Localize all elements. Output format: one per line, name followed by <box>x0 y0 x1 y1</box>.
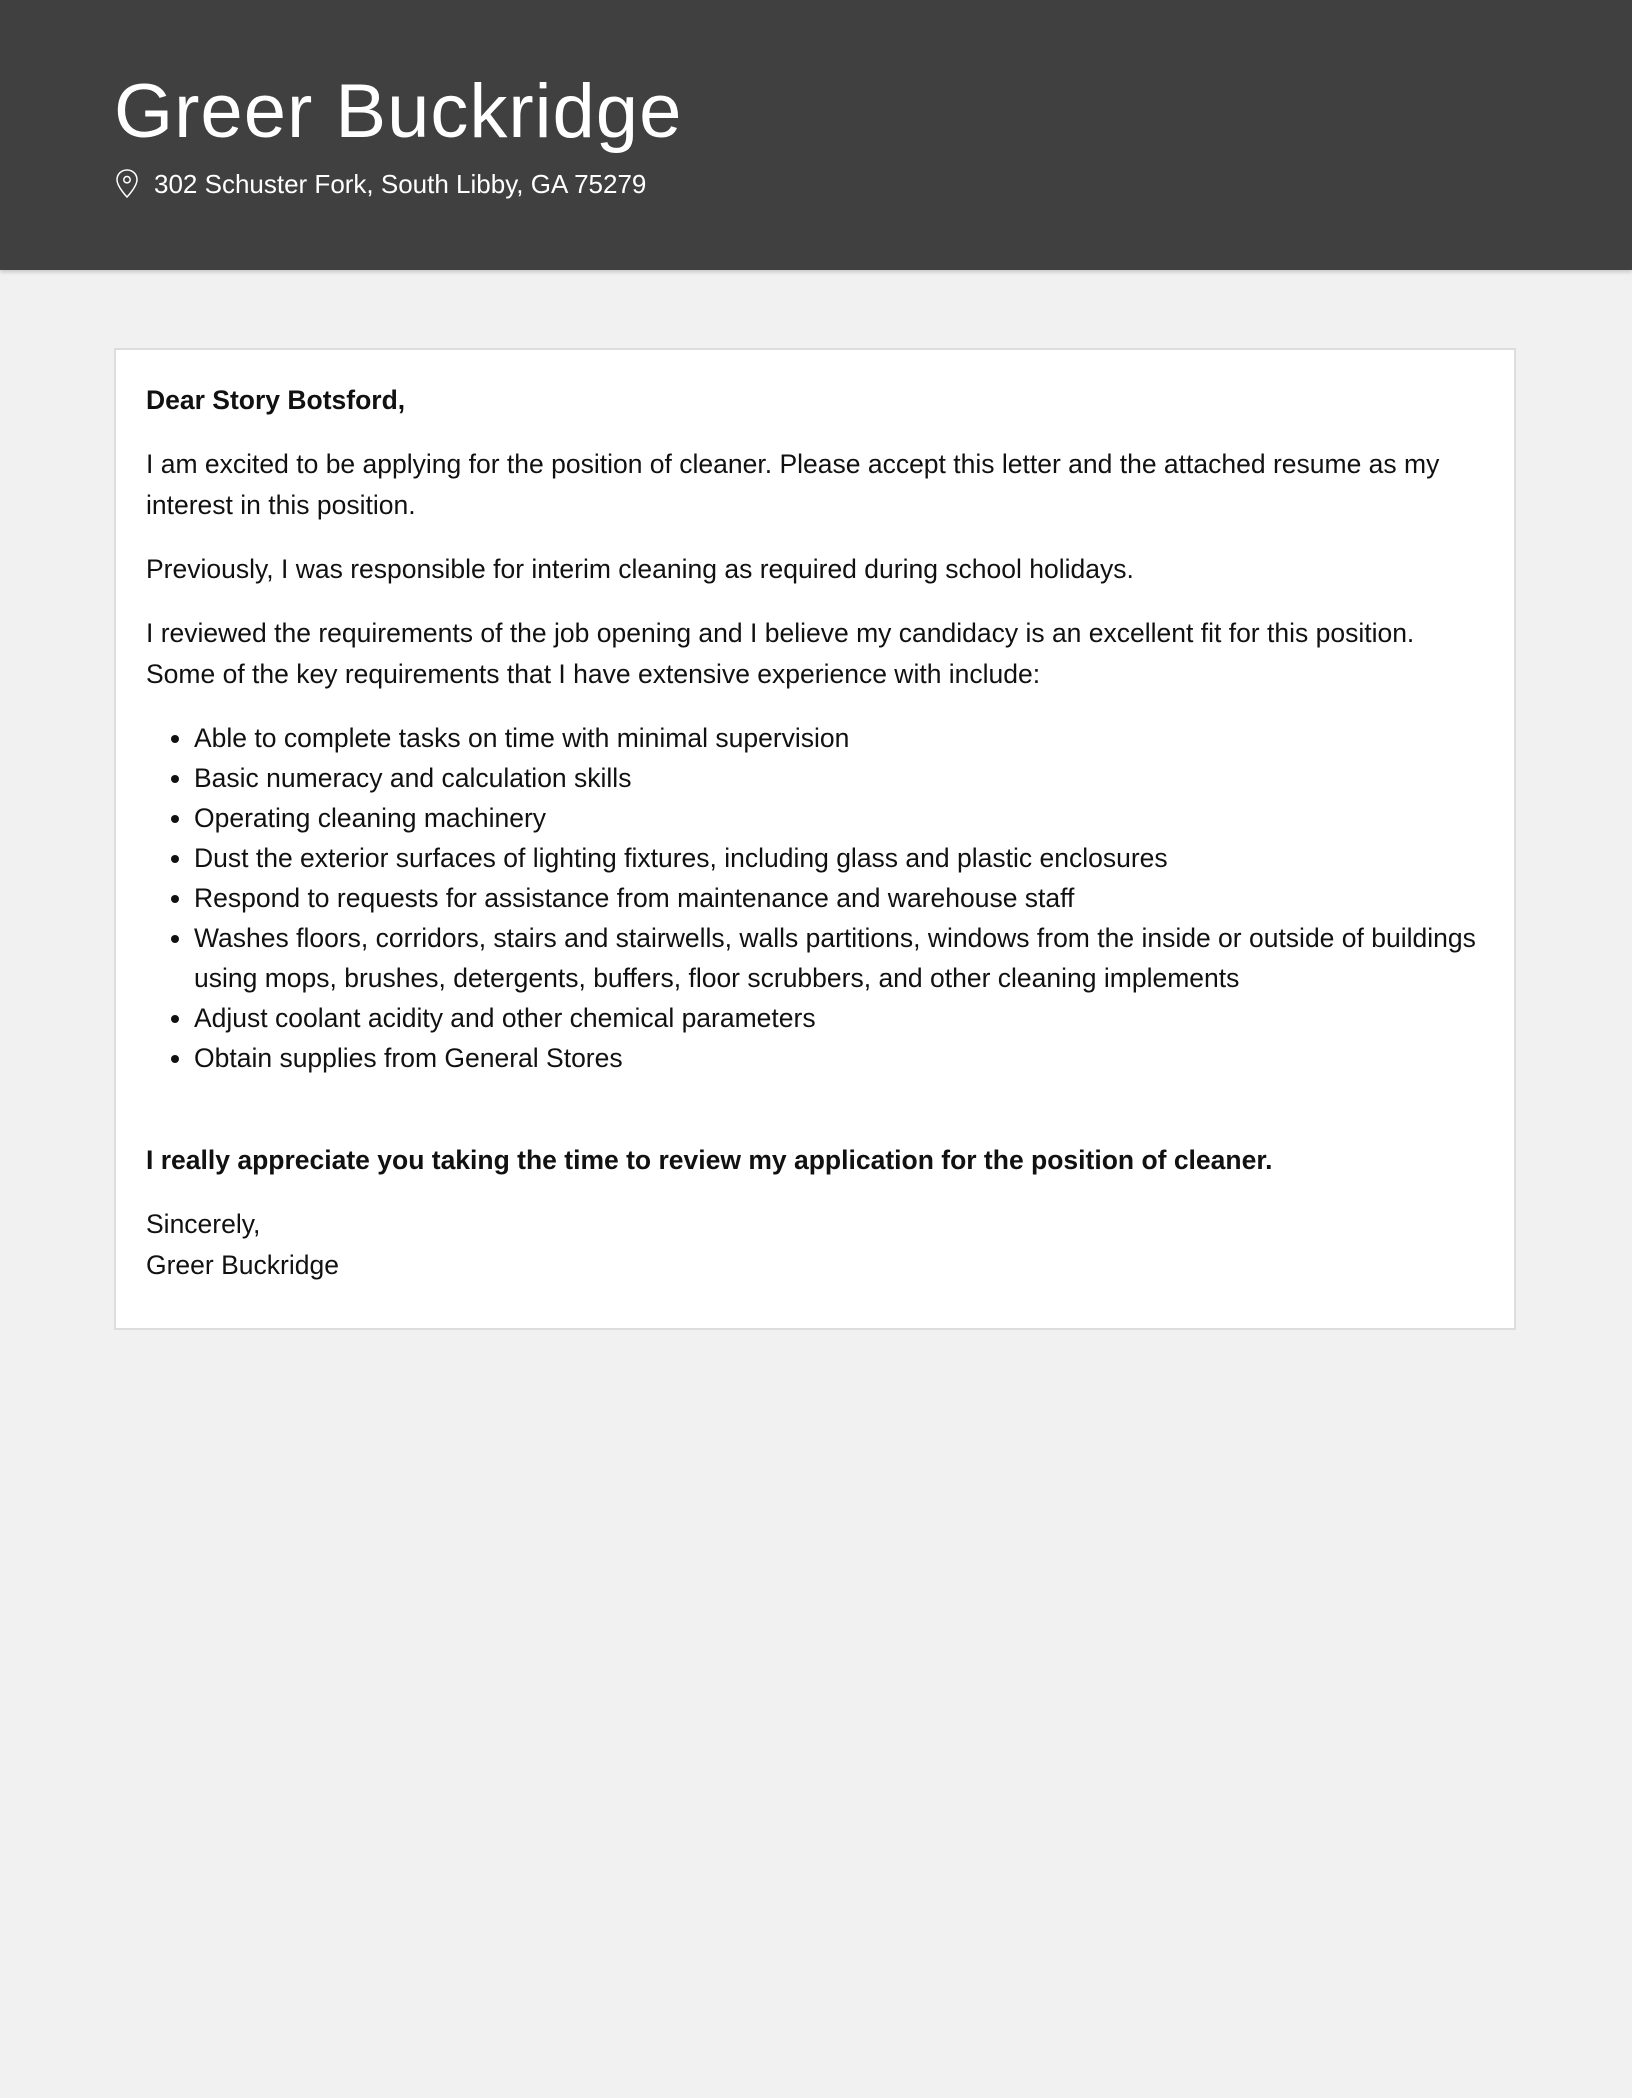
list-item: • Able to complete tasks on time with minimal supervision <box>194 718 1486 758</box>
cover-letter-card <box>114 348 1516 1330</box>
list-item: • Adjust coolant acidity and other chemical parameters <box>194 998 1486 1038</box>
page-header <box>0 0 1632 270</box>
applicant-name: Greer Buckridge <box>114 69 683 154</box>
list-item: • Washes floors, corridors, stairs and stairwells, walls partitions, windows from the inside or outside of buildings using mops, brushes, detergents, buffers, floor scrubbers, and other cleaning implements <box>194 918 1486 998</box>
list-item: • Respond to requests for assistance from maintenance and warehouse staff <box>194 878 1486 918</box>
list-item: • Basic numeracy and calculation skills <box>194 758 1486 798</box>
letter-greeting: Dear Story Botsford, <box>146 385 406 415</box>
intro-paragraph: I am excited to be applying for the position of cleaner. Please accept this letter and the attached resume as my interest in this position. <box>146 449 1440 520</box>
address-text: 302 Schuster Fork, South Libby, GA 75279 <box>154 169 647 199</box>
list-item: • Operating cleaning machinery <box>194 798 1486 838</box>
list-item: • Obtain supplies from General Stores <box>194 1038 1486 1078</box>
list-item: • Dust the exterior surfaces of lighting fixtures, including glass and plastic enclosures <box>194 838 1486 878</box>
experience-paragraph: Previously, I was responsible for interim cleaning as required during school holidays. <box>146 554 1134 584</box>
signature-name: Greer Buckridge <box>146 1250 339 1280</box>
address-line <box>114 166 646 202</box>
closing-paragraph: I really appreciate you taking the time to review my application for the position of cleaner. <box>146 1145 1273 1175</box>
requirements-list <box>146 718 1486 1078</box>
signature-block <box>146 1204 1486 1286</box>
signoff-text: Sincerely, <box>146 1209 261 1239</box>
map-pin-icon <box>114 168 140 200</box>
requirements-paragraph: I reviewed the requirements of the job opening and I believe my candidacy is an excellent fit for this position. Some of the key requirements that I have extensive experience with include: <box>146 618 1415 689</box>
